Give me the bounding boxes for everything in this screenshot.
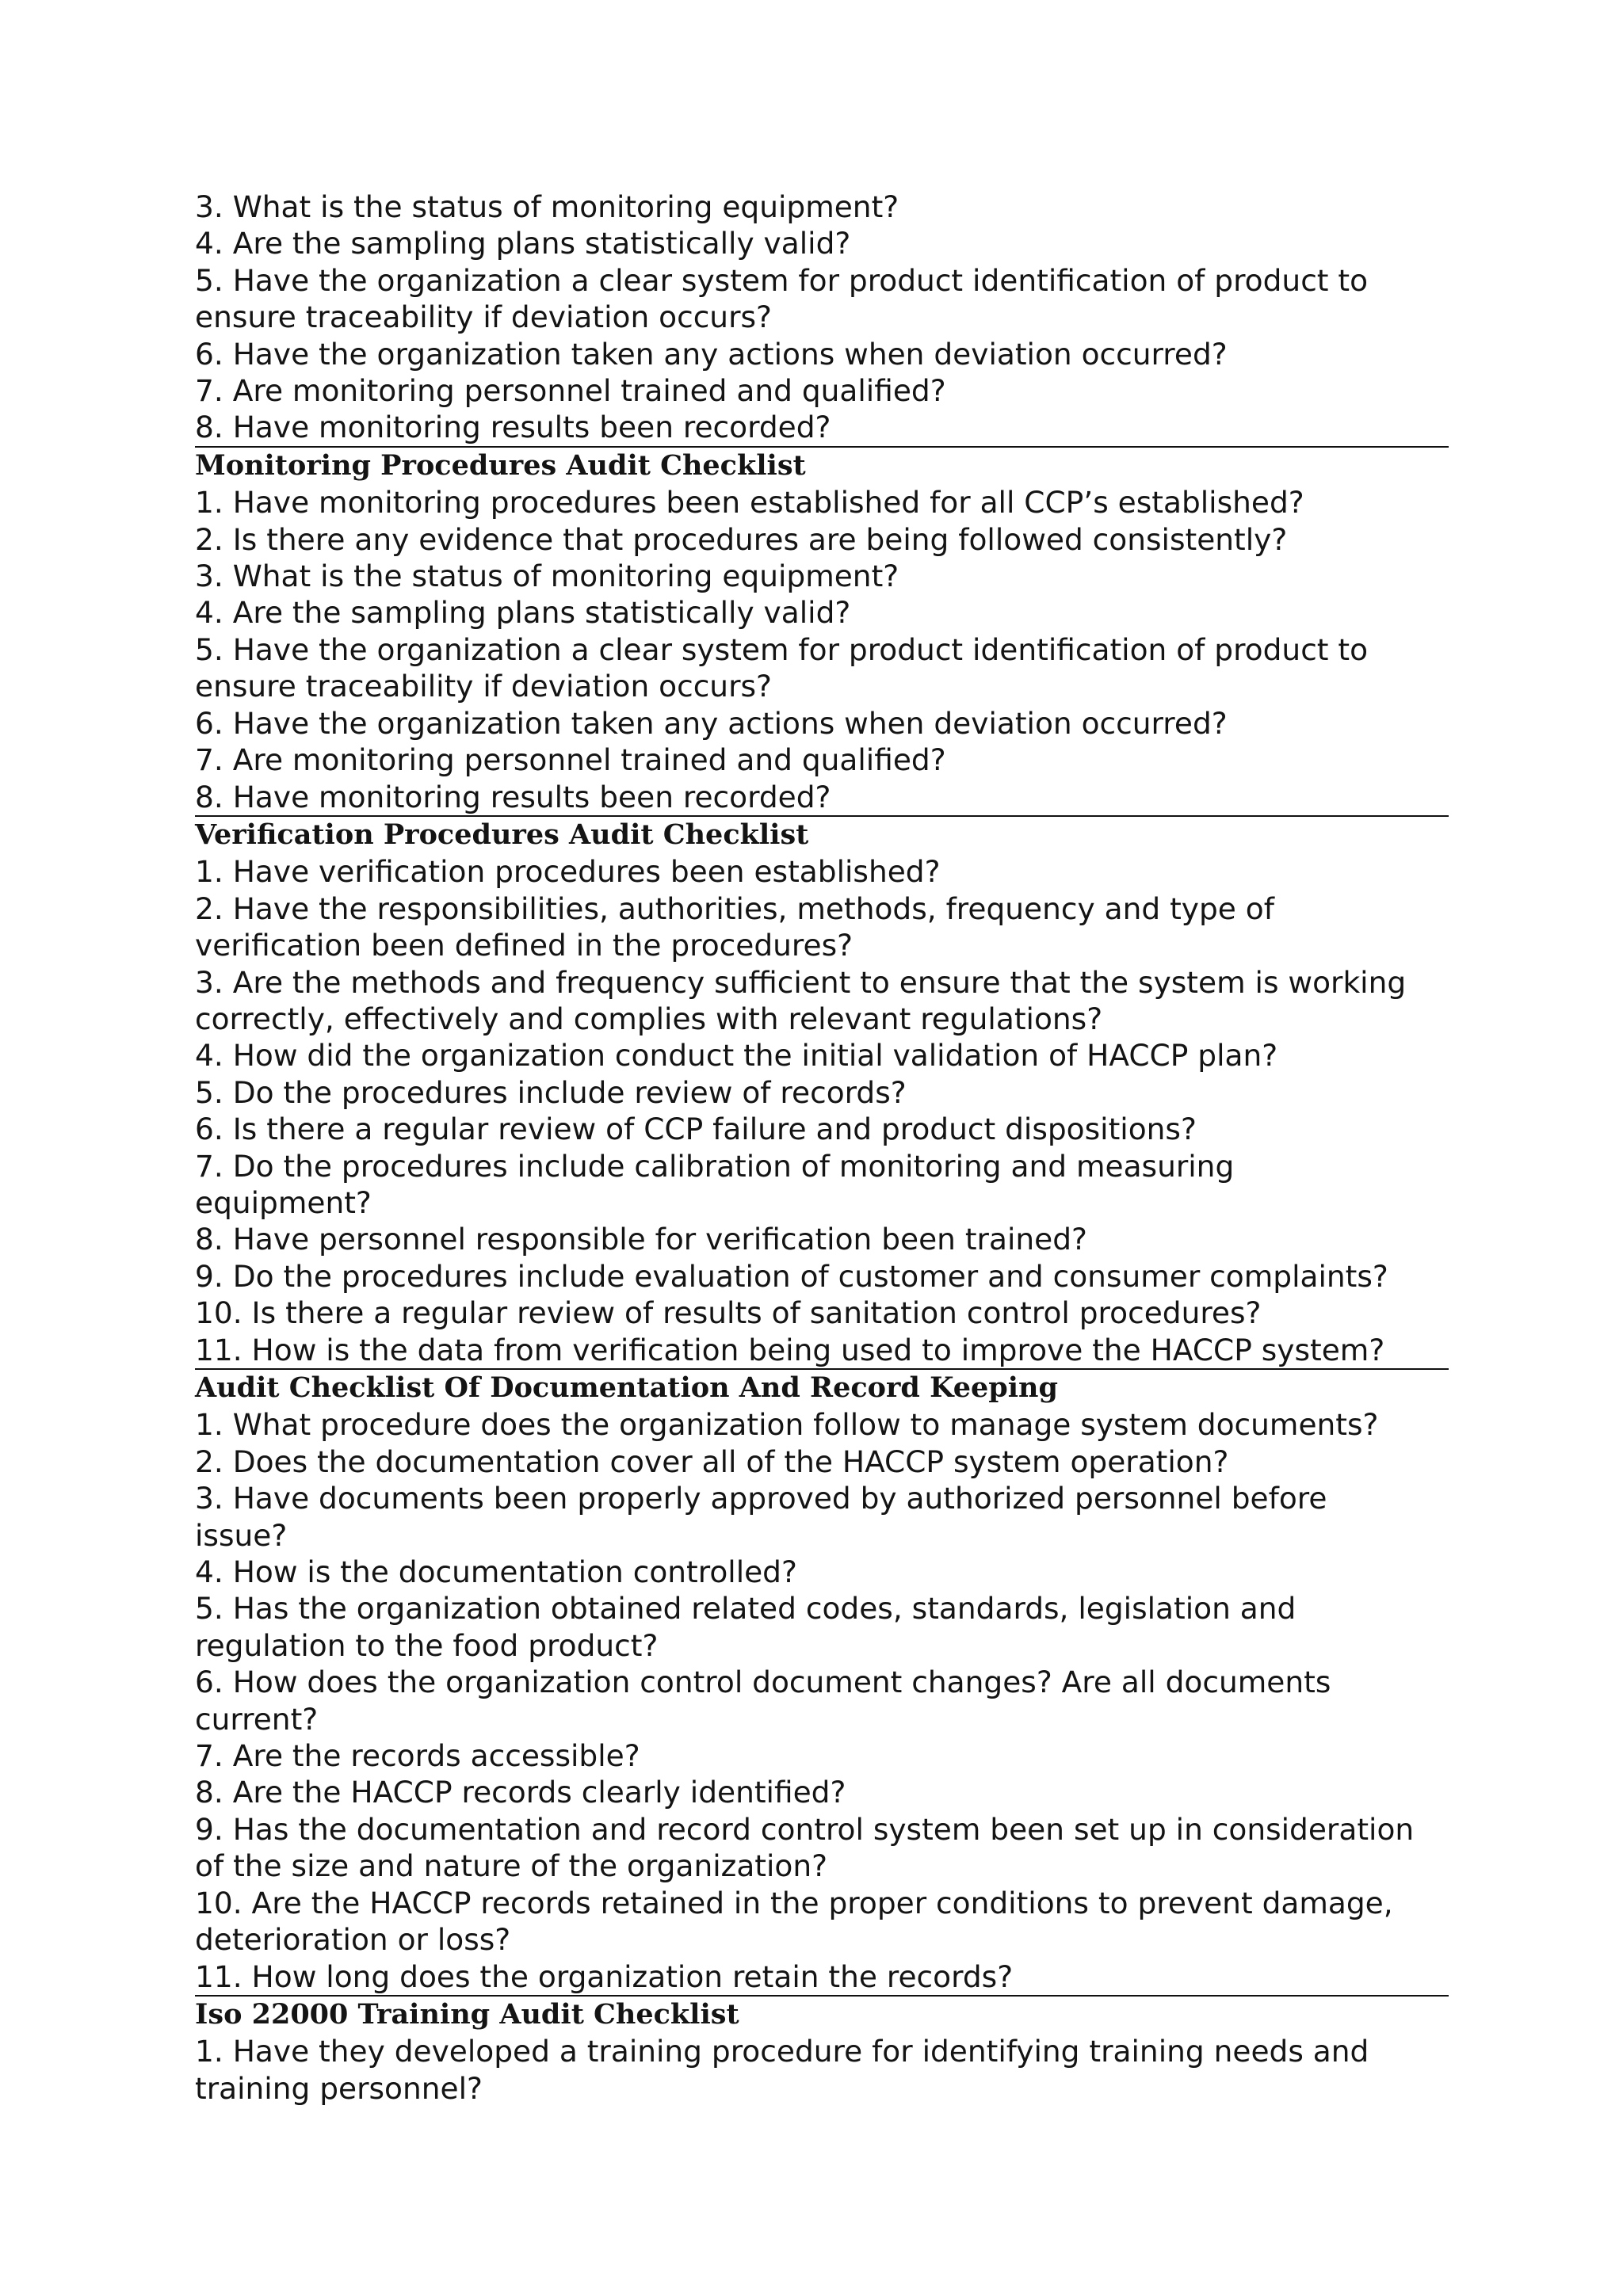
list-item: 4. Are the sampling plans statistically valid? xyxy=(195,595,851,631)
list-item: 6. Have the organization taken any actions when deviation occurred? xyxy=(195,705,1228,741)
list-item: 7. Do the procedures include calibration of monitoring and measuring xyxy=(195,1148,1235,1184)
section-heading: Monitoring Procedures Audit Checklist xyxy=(195,448,806,482)
list-item: ensure traceability if deviation occurs? xyxy=(195,299,772,335)
list-item: correctly, effectively and complies with relevant regulations? xyxy=(195,1001,1103,1036)
document-page xyxy=(195,189,1449,2107)
list-item: 2. Is there any evidence that procedures are being followed consistently? xyxy=(195,521,1288,557)
list-item: regulation to the food product? xyxy=(195,1627,659,1663)
list-item: of the size and nature of the organization? xyxy=(195,1848,828,1884)
list-item: 7. Are monitoring personnel trained and qualified? xyxy=(195,742,946,778)
list-item: issue? xyxy=(195,1517,288,1553)
list-item: 6. Have the organization taken any actions when deviation occurred? xyxy=(195,336,1228,372)
list-item: training personnel? xyxy=(195,2070,483,2106)
list-item: deterioration or loss? xyxy=(195,1922,511,1958)
section-continued-monitoring xyxy=(195,189,1449,446)
list-item: ensure traceability if deviation occurs? xyxy=(195,669,772,704)
list-item: 3. Have documents been properly approved by authorized personnel before xyxy=(195,1481,1327,1516)
list-item: 6. Is there a regular review of CCP failure and product dispositions? xyxy=(195,1112,1197,1147)
list-item: 1. Have verification procedures been established? xyxy=(195,854,941,890)
section-monitoring-procedures xyxy=(195,448,1449,815)
section-documentation-record-keeping xyxy=(195,1370,1449,1995)
list-item: 1. What procedure does the organization follow to manage system documents? xyxy=(195,1407,1379,1443)
section-heading: Audit Checklist Of Documentation And Record Keeping xyxy=(195,1371,1058,1404)
list-item: 3. Are the methods and frequency sufficient to ensure that the system is working xyxy=(195,964,1407,1000)
list-item: verification been defined in the procedures? xyxy=(195,928,854,963)
section-heading: Verification Procedures Audit Checklist xyxy=(195,818,809,851)
list-item: 1. Have they developed a training procedure for identifying training needs and xyxy=(195,2034,1369,2069)
list-item: 5. Have the organization a clear system for product identification of product to xyxy=(195,631,1369,667)
list-item: 11. How is the data from verification being used to improve the HACCP system? xyxy=(195,1332,1385,1367)
list-item: 7. Are monitoring personnel trained and qualified? xyxy=(195,373,946,409)
list-item: 7. Are the records accessible? xyxy=(195,1738,640,1774)
list-item: 8. Have monitoring results been recorded? xyxy=(195,410,831,445)
list-item: 9. Do the procedures include evaluation of customer and consumer complaints? xyxy=(195,1258,1388,1294)
list-item: 3. What is the status of monitoring equipment? xyxy=(195,559,899,594)
section-heading: Iso 22000 Training Audit Checklist xyxy=(195,1997,739,2031)
section-verification-procedures xyxy=(195,817,1449,1368)
section-iso-22000-training xyxy=(195,1997,1449,2107)
list-item: 11. How long does the organization retain the records? xyxy=(195,1958,1014,1994)
list-item: 2. Does the documentation cover all of the HACCP system operation? xyxy=(195,1444,1229,1479)
list-item: 5. Have the organization a clear system for product identification of product to xyxy=(195,262,1369,298)
list-item: 8. Have monitoring results been recorded? xyxy=(195,779,831,814)
list-item: 3. What is the status of monitoring equipment? xyxy=(195,189,899,224)
list-item: 4. Are the sampling plans statistically valid? xyxy=(195,226,851,261)
list-item: 6. How does the organization control document changes? Are all documents xyxy=(195,1665,1331,1700)
list-item: 2. Have the responsibilities, authorities, methods, frequency and type of xyxy=(195,891,1274,926)
list-item: current? xyxy=(195,1701,319,1737)
list-item: 1. Have monitoring procedures been established for all CCP’s established? xyxy=(195,485,1304,521)
list-item: equipment? xyxy=(195,1184,372,1220)
list-item: 5. Has the organization obtained related codes, standards, legislation and xyxy=(195,1591,1296,1627)
list-item: 8. Are the HACCP records clearly identified? xyxy=(195,1775,846,1810)
list-item: 5. Do the procedures include review of records? xyxy=(195,1074,907,1110)
list-item: 10. Are the HACCP records retained in the proper conditions to prevent damage, xyxy=(195,1885,1393,1920)
list-item: 8. Have personnel responsible for verification been trained? xyxy=(195,1222,1087,1257)
list-item: 4. How is the documentation controlled? xyxy=(195,1554,797,1590)
list-item: 10. Is there a regular review of results of sanitation control procedures? xyxy=(195,1295,1262,1331)
list-item: 9. Has the documentation and record control system been set up in consideration xyxy=(195,1811,1415,1847)
list-item: 4. How did the organization conduct the initial validation of HACCP plan? xyxy=(195,1038,1278,1074)
